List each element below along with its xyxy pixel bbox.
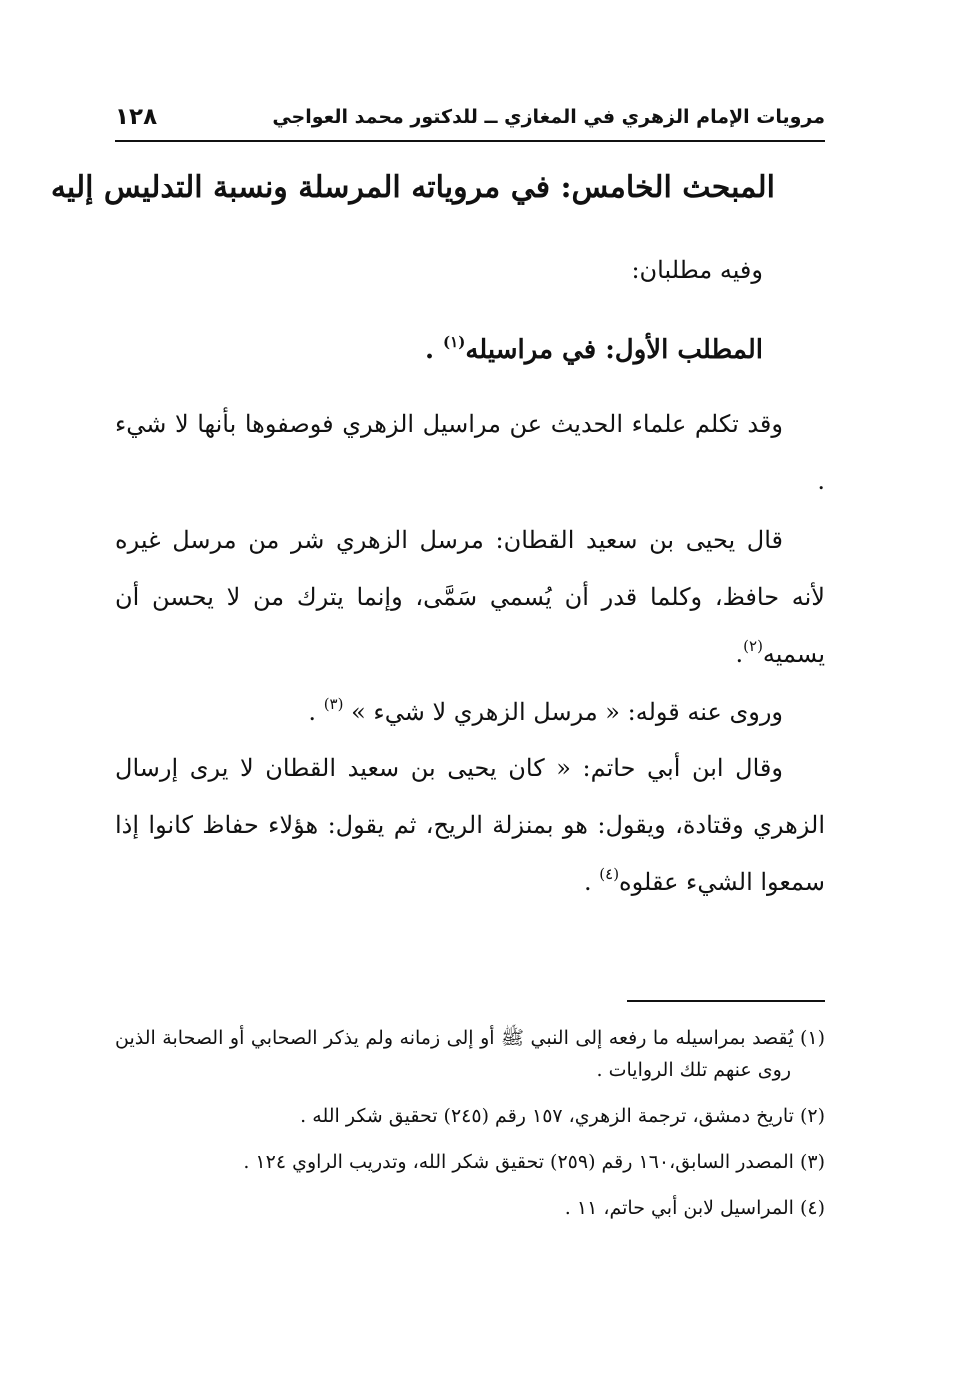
sub-heading-text: المطلب الأول: في مراسيله bbox=[465, 335, 763, 365]
section-heading: المبحث الخامس: في مروياته المرسلة ونسبة التدليس إليه bbox=[50, 170, 775, 205]
paragraph-1 bbox=[115, 396, 825, 510]
footnote-ref-2: (٢) bbox=[743, 636, 763, 655]
sub-heading bbox=[424, 332, 763, 365]
paragraph-4-text: وقال ابن أبي حاتم: « كان يحيى بن سعيد القطان لا يرى إرسال الزهري وقتادة، ويقول: هو بمنزلة الريح، ثم يقول: هؤلاء حفاظ كانوا إذا سمعوا الشيء عقلوه bbox=[115, 754, 825, 896]
intro-line: وفيه مطلبان: bbox=[631, 256, 763, 284]
running-header bbox=[115, 104, 825, 142]
paragraph-2-text: قال يحيى بن سعيد القطان: مرسل الزهري شر من مرسل غيره لأنه حافظ، وكلما قدر أن يُسمي سَمَّى، وإنما يترك من لا يحسن أن يسميه bbox=[115, 526, 825, 668]
footnote-separator bbox=[627, 1000, 825, 1002]
paragraph-2-end: . bbox=[735, 640, 744, 668]
running-title: مرويات الإمام الزهري في المغازي ــ للدكتور محمد العواجي bbox=[272, 106, 825, 128]
footnote-ref-3: (٣) bbox=[323, 694, 344, 713]
paragraph-3-text: وروى عنه قوله: « مرسل الزهري لا شيء » bbox=[343, 698, 783, 726]
footnote-1: (١) يُقصد بمراسيله ما رفعه إلى النبي ﷺ أو إلى زمانه ولم يذكر الصحابي أو الصحابة الذين روى عنهم تلك الروايات . bbox=[115, 1027, 825, 1081]
paragraph-3-body bbox=[115, 684, 825, 741]
sub-heading-end: . bbox=[424, 335, 444, 365]
footnote-ref-1: (١) bbox=[443, 332, 466, 351]
paragraph-1-text: وقد تكلم علماء الحديث عن مراسيل الزهري فوصفوها بأنها لا شيء . bbox=[115, 410, 825, 495]
paragraph-4 bbox=[115, 740, 825, 911]
footnotes bbox=[115, 1022, 825, 1238]
paragraph-4-body bbox=[115, 740, 825, 911]
footnote-4: (٤) المراسيل لابن أبي حاتم، ١١ . bbox=[564, 1197, 825, 1219]
paragraph-3-end: . bbox=[308, 698, 324, 726]
paragraph-4-end: . bbox=[584, 868, 600, 896]
footnote-2: (٢) تاريخ دمشق، ترجمة الزهري، ١٥٧ رقم (٢٤٥) تحقيق شكر الله . bbox=[300, 1105, 825, 1127]
paragraph-3 bbox=[115, 684, 825, 741]
paragraph-2 bbox=[115, 512, 825, 683]
footnote-ref-4: (٤) bbox=[599, 864, 620, 883]
paragraph-2-body bbox=[115, 512, 825, 683]
footnote-3: (٣) المصدر السابق،١٦٠ رقم (٢٥٩) تحقيق شكر الله، وتدريب الراوي ١٢٤ . bbox=[243, 1151, 825, 1173]
page-number: ١٢٨ bbox=[115, 104, 158, 130]
